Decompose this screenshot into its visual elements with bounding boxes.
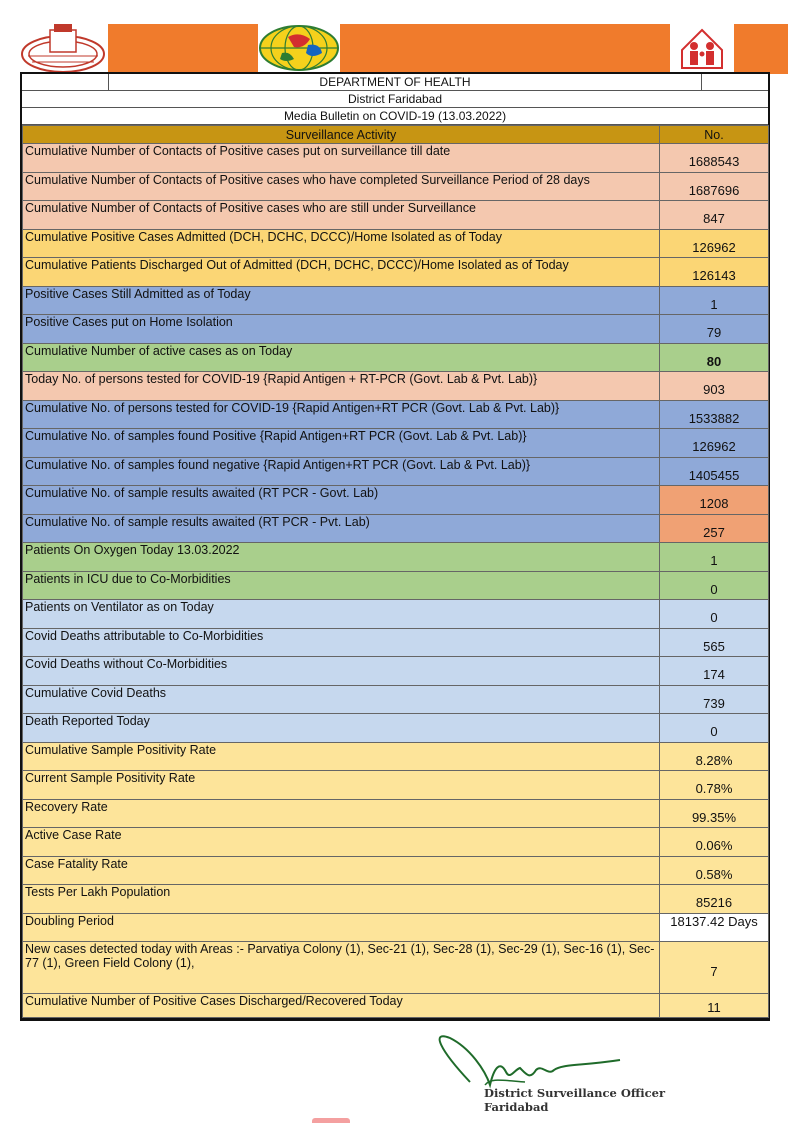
row-value: 1208 bbox=[660, 486, 769, 515]
row-value: 7 bbox=[660, 942, 769, 994]
row-value: 11 bbox=[660, 994, 769, 1018]
table-row bbox=[23, 429, 769, 458]
row-value: 1405455 bbox=[660, 457, 769, 486]
globe-logo-icon bbox=[258, 23, 340, 73]
row-label: Cumulative No. of sample results awaited (RT PCR - Pvt. Lab) bbox=[23, 514, 660, 543]
row-label: Today No. of persons tested for COVID-19 {Rapid Antigen + RT-PCR (Govt. Lab & Pvt. Lab)} bbox=[23, 372, 660, 401]
row-value: 1 bbox=[660, 286, 769, 315]
row-label: Cumulative Positive Cases Admitted (DCH, DCHC, DCCC)/Home Isolated as of Today bbox=[23, 229, 660, 258]
row-value: 739 bbox=[660, 685, 769, 714]
row-label: Tests Per Lakh Population bbox=[23, 885, 660, 914]
col-no-header: No. bbox=[660, 126, 769, 144]
row-value: 903 bbox=[660, 372, 769, 401]
row-value: 80 bbox=[660, 343, 769, 372]
row-label: Case Fatality Rate bbox=[23, 856, 660, 885]
table-row bbox=[23, 685, 769, 714]
table-row bbox=[23, 144, 769, 173]
row-label: Cumulative Number of Contacts of Positive cases who have completed Surveillance Period of 28 days bbox=[23, 172, 660, 201]
table-row bbox=[23, 994, 769, 1018]
signature-title: District Surveillance Officer bbox=[484, 1086, 666, 1100]
row-label: Patients in ICU due to Co-Morbidities bbox=[23, 571, 660, 600]
row-value: 8.28% bbox=[660, 742, 769, 771]
row-label: Covid Deaths attributable to Co-Morbidities bbox=[23, 628, 660, 657]
row-label: Cumulative No. of samples found Positive {Rapid Antigen+RT PCR (Govt. Lab & Pvt. Lab)} bbox=[23, 429, 660, 458]
row-label: Cumulative Patients Discharged Out of Admitted (DCH, DCHC, DCCC)/Home Isolated as of Today bbox=[23, 258, 660, 287]
row-label: Cumulative No. of samples found negative {Rapid Antigen+RT PCR (Govt. Lab & Pvt. Lab)} bbox=[23, 457, 660, 486]
table-row bbox=[23, 400, 769, 429]
row-label: New cases detected today with Areas :- Parvatiya Colony (1), Sec-21 (1), Sec-28 (1), Sec-29 (1), Sec-16 (1), Sec-77 (1), Green Field Colony (1), bbox=[23, 942, 660, 994]
table-row bbox=[23, 856, 769, 885]
row-value: 847 bbox=[660, 201, 769, 230]
row-value: 0 bbox=[660, 600, 769, 629]
table-row bbox=[23, 771, 769, 800]
table-row bbox=[23, 913, 769, 942]
row-label: Cumulative Number of Contacts of Positive cases who are still under Surveillance bbox=[23, 201, 660, 230]
table-row bbox=[23, 742, 769, 771]
row-label: Cumulative No. of persons tested for COVID-19 {Rapid Antigen+RT PCR (Govt. Lab & Pvt. Lab)} bbox=[23, 400, 660, 429]
row-value: 257 bbox=[660, 514, 769, 543]
row-value: 79 bbox=[660, 315, 769, 344]
table-row bbox=[23, 486, 769, 515]
row-value: 18137.42 Days bbox=[660, 913, 769, 942]
row-label: Cumulative Number of active cases as on Today bbox=[23, 343, 660, 372]
row-label: Active Case Rate bbox=[23, 828, 660, 857]
table-row bbox=[23, 828, 769, 857]
table-row bbox=[23, 628, 769, 657]
row-label: Positive Cases Still Admitted as of Today bbox=[23, 286, 660, 315]
table-row bbox=[23, 543, 769, 572]
row-label: Patients On Oxygen Today 13.03.2022 bbox=[23, 543, 660, 572]
table-row bbox=[23, 600, 769, 629]
table-row bbox=[23, 172, 769, 201]
page-edge-mark bbox=[312, 1118, 350, 1123]
table-row bbox=[23, 343, 769, 372]
signature-block bbox=[484, 1086, 665, 1114]
row-label: Cumulative Covid Deaths bbox=[23, 685, 660, 714]
signature-place: Faridabad bbox=[484, 1100, 549, 1114]
row-value: 1687696 bbox=[660, 172, 769, 201]
row-value: 1 bbox=[660, 543, 769, 572]
bulletin-sheet bbox=[20, 72, 770, 1021]
row-value: 126143 bbox=[660, 258, 769, 287]
row-label: Cumulative Number of Positive Cases Discharged/Recovered Today bbox=[23, 994, 660, 1018]
district-text: District Faridabad bbox=[347, 92, 443, 106]
row-value: 126962 bbox=[660, 229, 769, 258]
table-row bbox=[23, 457, 769, 486]
row-value: 0 bbox=[660, 571, 769, 600]
table-row bbox=[23, 799, 769, 828]
table-row bbox=[23, 286, 769, 315]
row-label: Death Reported Today bbox=[23, 714, 660, 743]
row-value: 1533882 bbox=[660, 400, 769, 429]
surveillance-table bbox=[22, 125, 769, 1018]
row-value: 0 bbox=[660, 714, 769, 743]
table-row bbox=[23, 714, 769, 743]
row-value: 126962 bbox=[660, 429, 769, 458]
row-value: 0.78% bbox=[660, 771, 769, 800]
family-welfare-logo-icon bbox=[670, 24, 734, 74]
row-label: Current Sample Positivity Rate bbox=[23, 771, 660, 800]
department-text: DEPARTMENT OF HEALTH bbox=[319, 75, 471, 89]
table-row bbox=[23, 229, 769, 258]
row-label: Cumulative Sample Positivity Rate bbox=[23, 742, 660, 771]
bulletin-title bbox=[22, 108, 768, 125]
row-label: Cumulative Number of Contacts of Positive cases put on surveillance till date bbox=[23, 144, 660, 173]
table-row bbox=[23, 942, 769, 994]
table-row bbox=[23, 657, 769, 686]
bulletin-header bbox=[20, 18, 770, 76]
district-title bbox=[22, 91, 768, 108]
table-row bbox=[23, 201, 769, 230]
table-row bbox=[23, 315, 769, 344]
table-row bbox=[23, 571, 769, 600]
row-value: 1688543 bbox=[660, 144, 769, 173]
row-value: 0.58% bbox=[660, 856, 769, 885]
col-activity-header: Surveillance Activity bbox=[23, 126, 660, 144]
bulletin-text: Media Bulletin on COVID-19 (13.03.2022) bbox=[283, 109, 507, 123]
department-title bbox=[22, 74, 768, 91]
table-row bbox=[23, 514, 769, 543]
haryana-emblem-icon bbox=[20, 20, 106, 74]
row-label: Cumulative No. of sample results awaited (RT PCR - Govt. Lab) bbox=[23, 486, 660, 515]
row-label: Covid Deaths without Co-Morbidities bbox=[23, 657, 660, 686]
row-label: Patients on Ventilator as on Today bbox=[23, 600, 660, 629]
row-value: 99.35% bbox=[660, 799, 769, 828]
table-header-row bbox=[23, 126, 769, 144]
row-value: 174 bbox=[660, 657, 769, 686]
row-value: 0.06% bbox=[660, 828, 769, 857]
table-row bbox=[23, 258, 769, 287]
row-label: Positive Cases put on Home Isolation bbox=[23, 315, 660, 344]
table-row bbox=[23, 885, 769, 914]
table-row bbox=[23, 372, 769, 401]
row-value: 565 bbox=[660, 628, 769, 657]
row-value: 85216 bbox=[660, 885, 769, 914]
row-label: Recovery Rate bbox=[23, 799, 660, 828]
row-label: Doubling Period bbox=[23, 913, 660, 942]
